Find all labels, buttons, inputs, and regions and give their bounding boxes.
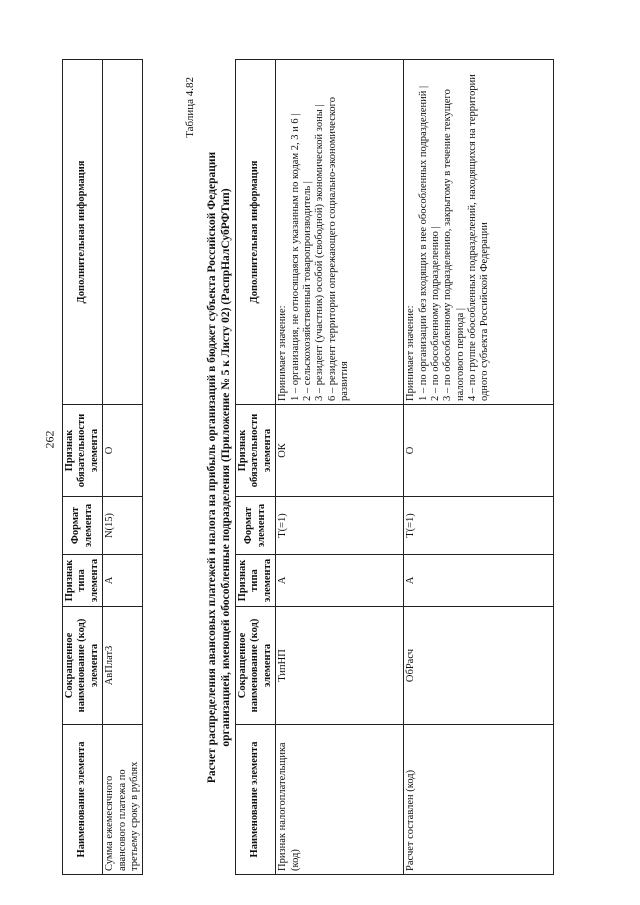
info-line: 1 – по организации без входящих в нее обособленных подразделений | [417, 85, 429, 401]
table-title-line2: организацией, имеющей обособленные подразделения (Приложение № 5 к Листу 02) (РаспрНалСубРФТип) [219, 188, 232, 747]
header-short: Сокращенное наименование (код) элемента [236, 607, 276, 725]
cell-required: О [404, 405, 554, 497]
cell-format: N(15) [103, 497, 143, 555]
info-line: 1 – организация, не относящаяся к указанным по кодам 2, 3 и 6 | [289, 113, 301, 401]
header-type: Признак типа элемента [236, 555, 276, 607]
info-line: 2 – сельскохозяйственный товаропроизводитель | [301, 181, 313, 401]
header-required: Признак обязательности элемента [236, 405, 276, 497]
info-line: 3 – по обособленному подразделению, закрытому в течение текущего налогового периода | [442, 89, 466, 401]
cell-info [404, 60, 554, 405]
info-line: Принимает значение: [405, 305, 417, 401]
table-advance-payment [62, 59, 143, 875]
cell-short: ОбРасч [404, 607, 554, 725]
table-header-row [63, 60, 103, 875]
cell-short: ТипНП [276, 607, 404, 725]
info-line: Принимает значение: [277, 305, 289, 401]
cell-info [276, 60, 404, 405]
cell-format: Т(=1) [276, 497, 404, 555]
cell-required: ОК [276, 405, 404, 497]
table-caption: Таблица 4.82 [184, 77, 196, 138]
cell-type: А [103, 555, 143, 607]
header-required: Признак обязательности элемента [63, 405, 103, 497]
table-distribution [235, 59, 554, 875]
page-number: 262 [42, 430, 57, 449]
rotated-page-content [0, 45, 540, 905]
header-name: Наименование элемента [236, 725, 276, 875]
table-title-line1: Расчет распределения авансовых платежей и налога на прибыль организаций в бюджет субъекта Российской Федерации [206, 151, 218, 784]
info-line: 4 – по группе обособленных подразделений, находящихся на территории одного субъекта Российской Федерации [467, 74, 491, 401]
table-row [404, 60, 554, 875]
table-title [206, 60, 234, 875]
cell-name: Расчет составлен (код) [404, 725, 554, 875]
cell-required: О [103, 405, 143, 497]
cell-info [103, 60, 143, 405]
header-type: Признак типа элемента [63, 555, 103, 607]
info-line: 3 – резидент (участник) особой (свободной) экономической зоны | [314, 104, 326, 401]
cell-format: Т(=1) [404, 497, 554, 555]
table-row [276, 60, 404, 875]
cell-short: АвПлат3 [103, 607, 143, 725]
cell-name: Сумма ежемесячного авансового платежа по третьему сроку в рублях [103, 725, 143, 875]
table-row [103, 60, 143, 875]
cell-type: А [404, 555, 554, 607]
table-header-row [236, 60, 276, 875]
header-info: Дополнительная информация [236, 60, 276, 405]
header-name: Наименование элемента [63, 725, 103, 875]
info-line: 2 – по обособленному подразделению | [429, 226, 441, 401]
header-format: Формат элемента [236, 497, 276, 555]
header-info: Дополнительная информация [63, 60, 103, 405]
header-format: Формат элемента [63, 497, 103, 555]
info-line: 6 – резидент территории опережающего социально-экономического развития [326, 97, 350, 401]
cell-name: Признак налогоплательщика (код) [276, 725, 404, 875]
header-short: Сокращенное наименование (код) элемента [63, 607, 103, 725]
cell-type: А [276, 555, 404, 607]
